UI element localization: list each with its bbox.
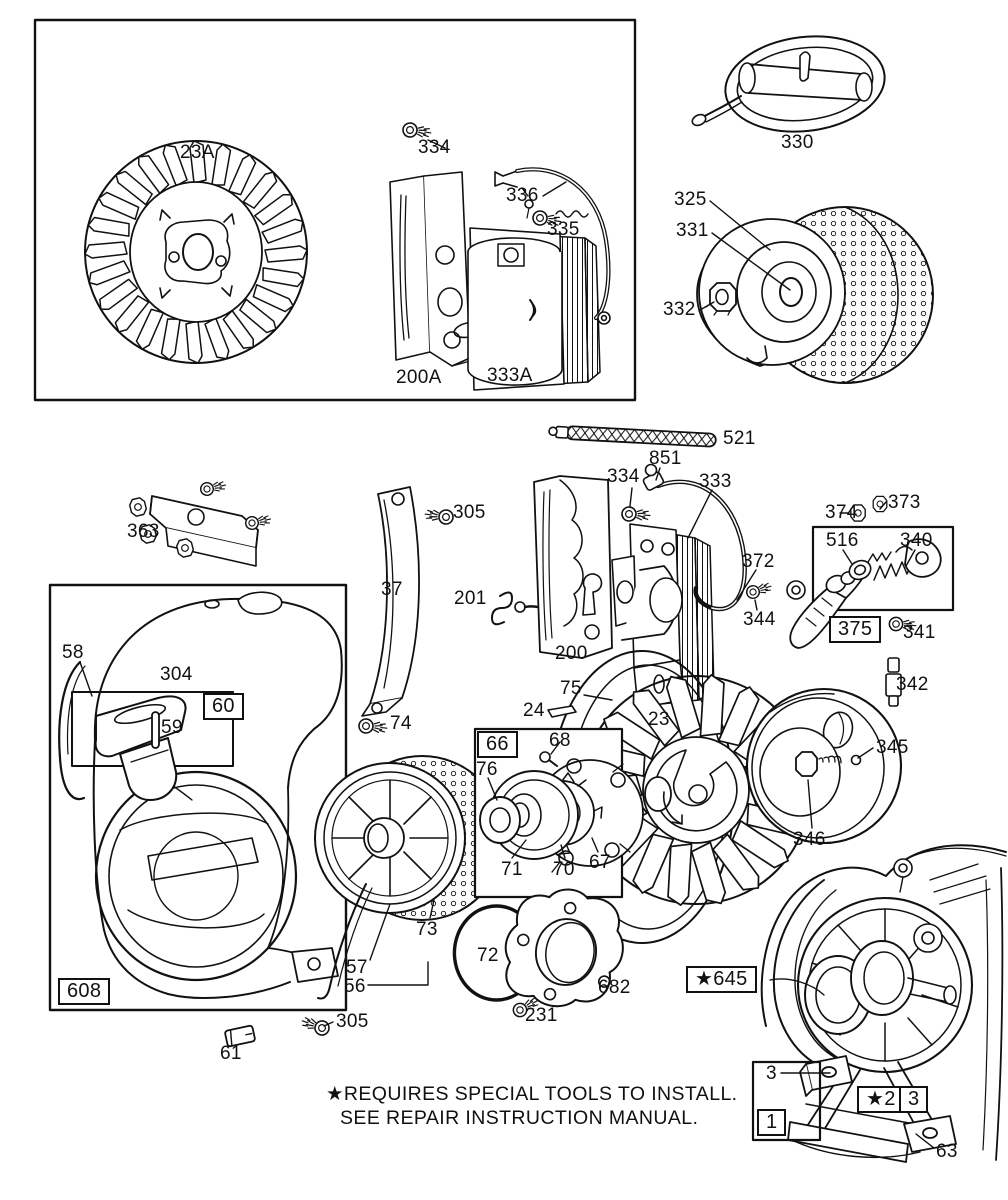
part-label-74: 74 [390, 713, 412, 734]
part-label-67: 67 [589, 852, 611, 873]
part-label-61: 61 [220, 1043, 242, 1064]
special-tools-note [326, 1082, 738, 1130]
part-label-333A: 333A [487, 365, 533, 386]
part-label-682: 682 [598, 977, 631, 998]
part-label-3-line: 3 [766, 1063, 777, 1084]
part-label-201: 201 [454, 588, 487, 609]
part-label-372: 372 [742, 551, 775, 572]
part-label-374: 374 [825, 502, 858, 523]
part-label-341: 341 [903, 622, 936, 643]
key-24-drawing [548, 706, 576, 717]
part-label-325: 325 [674, 189, 707, 210]
coil-333-drawing [612, 465, 745, 709]
cover-plate-200-drawing [534, 476, 612, 658]
part-label-68: 68 [549, 730, 571, 751]
part-label-37: 37 [381, 579, 403, 600]
part-label-72: 72 [477, 945, 499, 966]
part-label-373: 373 [888, 492, 921, 513]
part-label-342: 342 [896, 674, 929, 695]
part-label-200: 200 [555, 643, 588, 664]
part-label-63: 63 [936, 1141, 958, 1162]
part-label-521: 521 [723, 428, 756, 449]
part-label-331: 331 [676, 220, 709, 241]
flywheel-23a-drawing [85, 141, 307, 363]
part-label-346: 346 [793, 829, 826, 850]
part-label-200A: 200A [396, 367, 442, 388]
part-label-75: 75 [560, 678, 582, 699]
pull-ring-330-drawing [691, 28, 891, 141]
note-line-2: SEE REPAIR INSTRUCTION MANUAL. [340, 1107, 699, 1129]
part-label-305-lower: 305 [336, 1011, 369, 1032]
pin-59-drawing [152, 712, 159, 748]
screen-assembly-drawing [697, 207, 933, 383]
part-label-332: 332 [663, 299, 696, 320]
part-label-231: 231 [525, 1005, 558, 1026]
part-label-516: 516 [826, 530, 859, 551]
braided-wire-521-drawing [549, 425, 716, 447]
part-label-76: 76 [476, 759, 498, 780]
coil-333a-drawing [468, 169, 610, 390]
part-label-24: 24 [523, 700, 545, 721]
part-label-608: 608 [58, 978, 110, 1005]
s-hook-201-drawing [492, 592, 512, 624]
part-label-1: 1 [757, 1109, 786, 1136]
part-label-23A: 23A [180, 142, 215, 163]
part-label-73: 73 [416, 919, 438, 940]
part-label-333: 333 [699, 471, 732, 492]
screw-305-upper-drawing [424, 507, 454, 525]
screw-344-drawing [745, 580, 773, 600]
part-label-336: 336 [506, 185, 539, 206]
part-label-60: 60 [203, 693, 244, 720]
part-label-304: 304 [160, 664, 193, 685]
screw-74-drawing [358, 718, 387, 735]
part-label-71: 71 [501, 859, 523, 880]
part-label-330: 330 [781, 132, 814, 153]
part-label-58: 58 [62, 642, 84, 663]
starter-pulley-drawing [747, 689, 901, 843]
note-line-1: ★REQUIRES SPECIAL TOOLS TO INSTALL. [326, 1083, 738, 1105]
brace-37-drawing [362, 487, 419, 716]
part-label-344: 344 [743, 609, 776, 630]
part-label-334-top: 334 [418, 137, 451, 158]
part-label-335: 335 [547, 219, 580, 240]
engine-block-drawing [762, 845, 1006, 1162]
part-label-23: 23 [648, 709, 670, 730]
washer-76-drawing [480, 797, 520, 843]
part-label-375: 375 [829, 616, 881, 643]
part-label-345: 345 [876, 737, 909, 758]
part-label-66: 66 [477, 731, 518, 758]
screw-334-mid-drawing [622, 507, 651, 523]
part-label-2-star: ★2 [857, 1086, 905, 1113]
part-label-56: 56 [344, 976, 366, 997]
part-label-57: 57 [346, 957, 368, 978]
part-label-851: 851 [649, 448, 682, 469]
part-label-340: 340 [900, 530, 933, 551]
part-label-3-box: 3 [899, 1086, 928, 1113]
part-label-363: 363 [127, 521, 160, 542]
part-label-70: 70 [553, 859, 575, 880]
part-label-645: ★645 [686, 966, 757, 993]
part-label-305-upper: 305 [453, 502, 486, 523]
part-label-334-mid: 334 [607, 466, 640, 487]
part-label-59: 59 [161, 717, 183, 738]
